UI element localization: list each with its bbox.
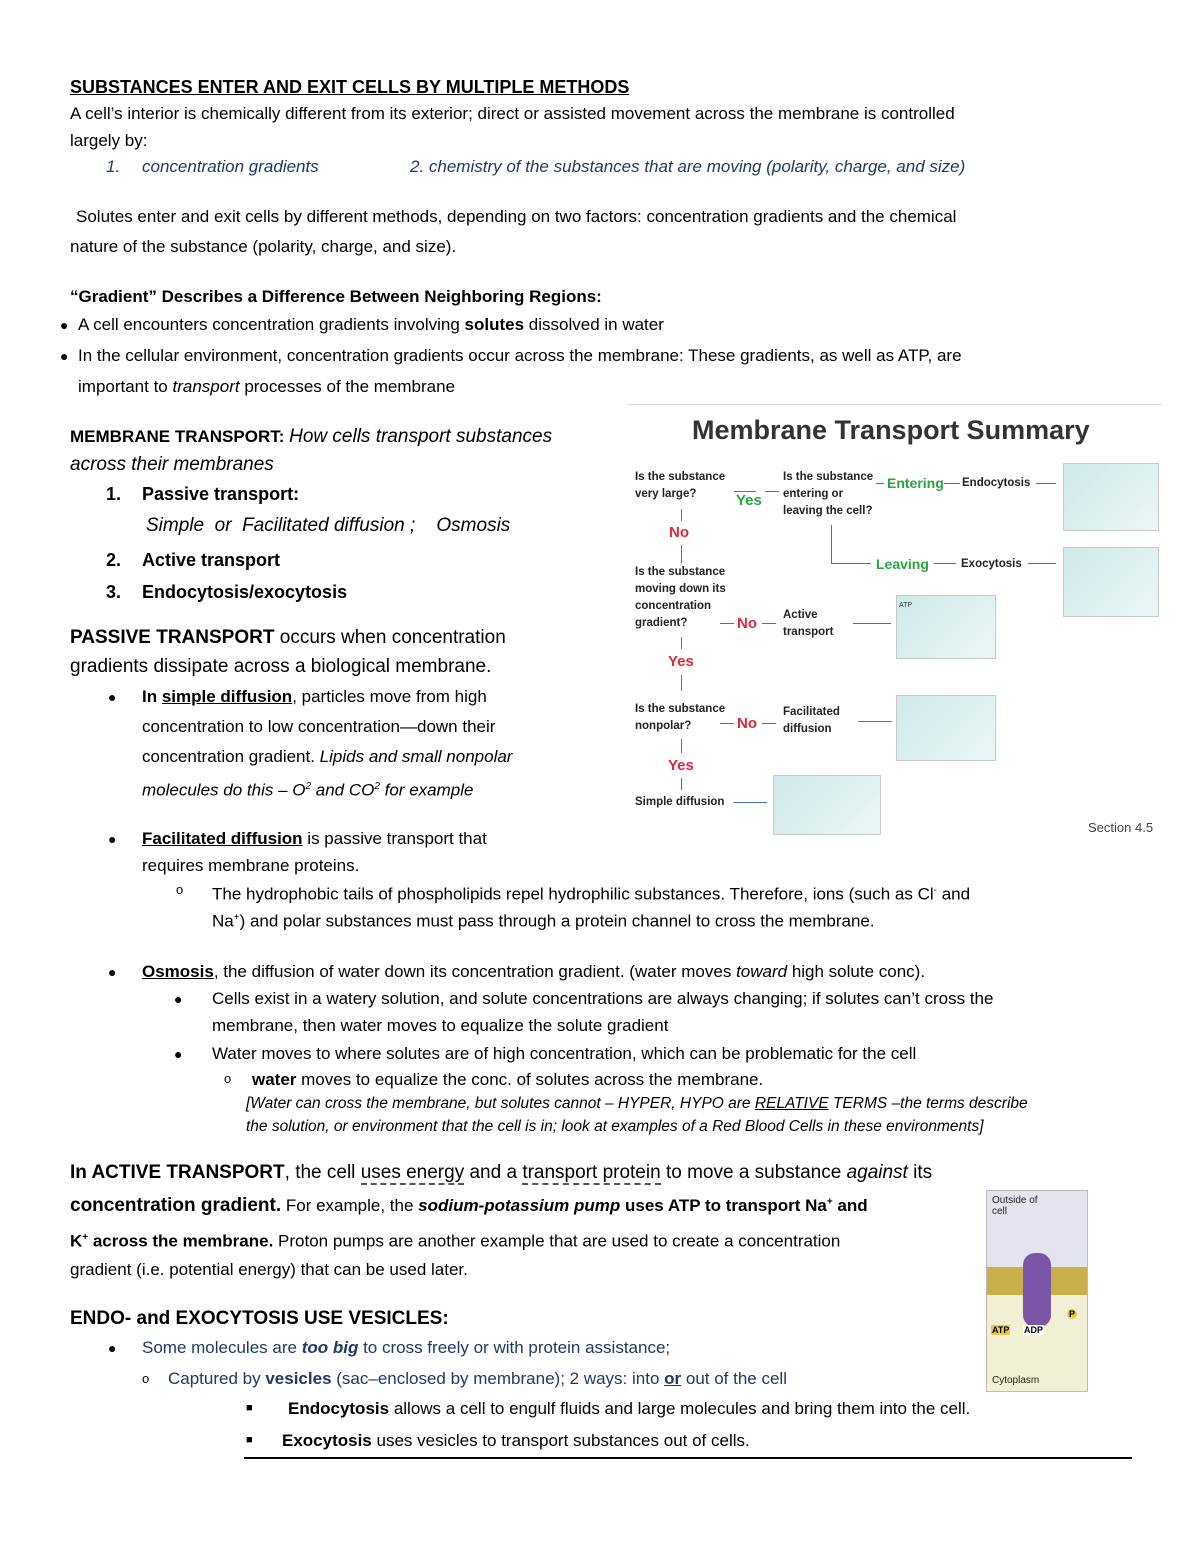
bullet-icon: ● [108,689,117,705]
atp-label: ATP [992,1325,1010,1335]
gradient-bullet-1: A cell encounters concentration gradients involving solutes dissolved in water [78,315,664,334]
question-concentration-gradient: Is the substance moving down its concentration gradient? [635,566,726,629]
circle-bullet-icon: o [176,882,184,897]
arrow-line [1028,563,1056,564]
bottom-rule [244,1457,1132,1459]
arrow-line [681,509,682,521]
active-line-3: K+ across the membrane. Proton pumps are another example that are used to create a concentration [70,1231,841,1251]
arrow-line [876,483,884,484]
intro-item-1: concentration gradients [142,157,319,176]
bullet-icon: ● [174,991,183,1007]
bullet-icon: ● [108,831,117,847]
gradient-bullet-2-line-1: In the cellular environment, concentration gradients occur across the membrane: These gradients, as well as ATP, are [78,346,962,365]
bullet-icon: ● [108,964,117,980]
list-number-3: 3. [106,582,122,602]
endo-bullet-1: Some molecules are too big to cross freely or with protein assistance; [142,1338,671,1357]
exocytosis-image [1063,547,1159,617]
endocytosis-image [1063,463,1159,531]
arrow-line [858,721,892,722]
arrow-line [762,723,776,724]
outside-cell-label: Outside of cell [992,1195,1038,1217]
exocytosis-line: Exocytosis uses vesicles to transport substances out of cells. [282,1431,750,1450]
bullet-icon: ● [60,317,69,333]
exocytosis-label: Exocytosis [961,558,1022,570]
facilitated-diffusion-line-2: requires membrane proteins. [142,856,360,875]
yes-label: Yes [668,653,694,670]
arrow-line [831,525,832,563]
simple-diffusion-line-2: concentration to low concentration—down their [142,717,496,736]
bullet-icon: ● [174,1046,183,1062]
atp-label: ATP [899,602,913,609]
leaving-label: Leaving [876,556,929,572]
no-label: No [669,524,689,541]
circle-bullet-icon: o [142,1371,150,1386]
gradient-title: “Gradient” Describes a Difference Between Neighboring Regions: [70,287,602,306]
arrow-line [681,778,682,790]
endocytosis-line: Endocytosis allows a cell to engulf fluids and large molecules and bring them into the cell. [288,1399,971,1418]
sodium-potassium-pump-figure [986,1190,1088,1392]
question-nonpolar: Is the substance nonpolar? [635,703,726,732]
arrow-line [934,563,956,564]
cytoplasm-label: Cytoplasm [992,1375,1040,1386]
arrow-line [853,623,891,624]
no-label: No [737,715,757,732]
simple-diffusion-image [773,775,881,835]
arrow-line [762,623,776,624]
adp-label: ADP [1024,1325,1044,1335]
osmosis-sub-line: water moves to equalize the conc. of solutes across the membrane. [252,1070,764,1089]
active-line-4: gradient (i.e. potential energy) that can be used later. [70,1260,468,1279]
solutes-line-1: Solutes enter and exit cells by different methods, depending on two factors: concentration gradients and the chemical [76,207,957,226]
simple-diffusion-line-1: In simple diffusion, particles move from high [142,687,487,706]
arrow-line [720,723,734,724]
gradient-bullet-2-line-2: important to transport processes of the membrane [78,377,456,396]
passive-transport-types: Simple or Facilitated diffusion ; Osmosis [146,515,511,536]
osmosis-note-line-2: the solution, or environment that the cell is in; look at examples of a Red Blood Cells in these environments] [246,1118,984,1135]
bullet-icon: ● [60,348,69,364]
intro-line-1: A cell’s interior is chemically different from its exterior; direct or assisted movement across the membrane is controlled [70,104,955,123]
arrow-line [831,563,871,564]
facilitated-diffusion-line-1: Facilitated diffusion is passive transport that [142,829,487,848]
arrow-line [681,675,682,691]
active-transport-image [896,595,996,659]
active-line-2: concentration gradient. For example, the sodium-potassium pump uses ATP to transport Na+ and [70,1195,868,1216]
active-transport-item: Active transport [142,550,281,570]
arrow-line [1036,483,1056,484]
osmosis-bullet-1-line-2: membrane, then water moves to equalize the solute gradient [212,1016,669,1035]
osmosis-note-line-1: [Water can cross the membrane, but solutes cannot – HYPER, HYPO are RELATIVE TERMS –the terms describe [246,1095,1028,1112]
facilitated-diffusion-image [896,695,996,761]
arrow-line [720,623,734,624]
arrow-line [944,483,960,484]
solutes-line-2: nature of the substance (polarity, charge, and size). [70,237,457,256]
intro-item-2: 2. chemistry of the substances that are moving (polarity, charge, and size) [410,157,966,176]
passive-heading-line-2: gradients dissipate across a biological membrane. [70,656,492,677]
arrow-line [681,545,682,563]
entering-label: Entering [887,475,944,491]
bullet-icon: ● [108,1340,117,1356]
square-bullet-icon: ■ [246,1434,253,1446]
pump-protein [1023,1253,1051,1327]
arrow-line [733,802,767,803]
page-title: SUBSTANCES ENTER AND EXIT CELLS BY MULTIPLE METHODS [70,77,630,97]
endo-sub-line: Captured by vesicles (sac–enclosed by membrane); 2 ways: into or out of the cell [168,1369,787,1388]
endo-exo-item: Endocytosis/exocytosis [142,582,348,602]
arrow-line [681,739,682,753]
facilitated-diffusion-label: Facilitated diffusion [783,706,840,735]
simple-diffusion-line-3: concentration gradient. Lipids and small nonpolar [142,747,513,766]
circle-bullet-icon: o [224,1071,232,1086]
figure-title: Membrane Transport Summary [692,415,1090,445]
section-label: Section 4.5 [1088,820,1154,835]
yes-label: Yes [668,757,694,774]
list-number-2: 2. [106,550,122,570]
list-number-1: 1. [106,484,122,504]
intro-number-1: 1. [106,157,121,176]
active-line-1: In ACTIVE TRANSPORT, the cell uses energy and a transport protein to move a substance against its [70,1162,933,1183]
facilitated-sub-line-2: Na+) and polar substances must pass through a protein channel to cross the membrane. [212,911,875,931]
no-label: No [737,615,757,632]
osmosis-bullet-1-line-1: Cells exist in a watery solution, and solute concentrations are always changing; if solutes can’t cross the [212,989,994,1008]
osmosis-line: Osmosis, the diffusion of water down its concentration gradient. (water moves toward high solute conc). [142,962,926,981]
membrane-subtitle: across their membranes [70,454,274,475]
facilitated-sub-line-1: The hydrophobic tails of phospholipids repel hydrophilic substances. Therefore, ions (such as Cl- and [212,884,971,904]
square-bullet-icon: ■ [246,1402,253,1414]
arrow-line [681,637,682,649]
simple-diffusion-label: Simple diffusion [635,796,725,808]
phosphate-label: P [1069,1309,1076,1319]
arrow-line [765,491,779,492]
membrane-title: MEMBRANE TRANSPORT: How cells transport substances [70,426,553,447]
endocytosis-label: Endocytosis [962,477,1031,489]
question-very-large: Is the substance very large? [635,471,726,500]
endo-title: ENDO- and EXOCYTOSIS USE VESICLES: [70,1308,449,1329]
intro-line-2: largely by: [70,131,148,150]
passive-heading-line-1: PASSIVE TRANSPORT occurs when concentration [70,627,506,648]
simple-diffusion-line-4: molecules do this – $O^2$ and $CO^2$ for example [142,780,474,800]
transport-summary-figure [628,404,1162,841]
yes-label: Yes [736,492,762,509]
question-entering-leaving: Is the substance entering or leaving the cell? [783,471,874,517]
active-transport-label: Active transport [783,609,834,638]
passive-transport-item: Passive transport: [142,484,300,504]
osmosis-bullet-2: Water moves to where solutes are of high concentration, which can be problematic for the cell [212,1044,917,1063]
